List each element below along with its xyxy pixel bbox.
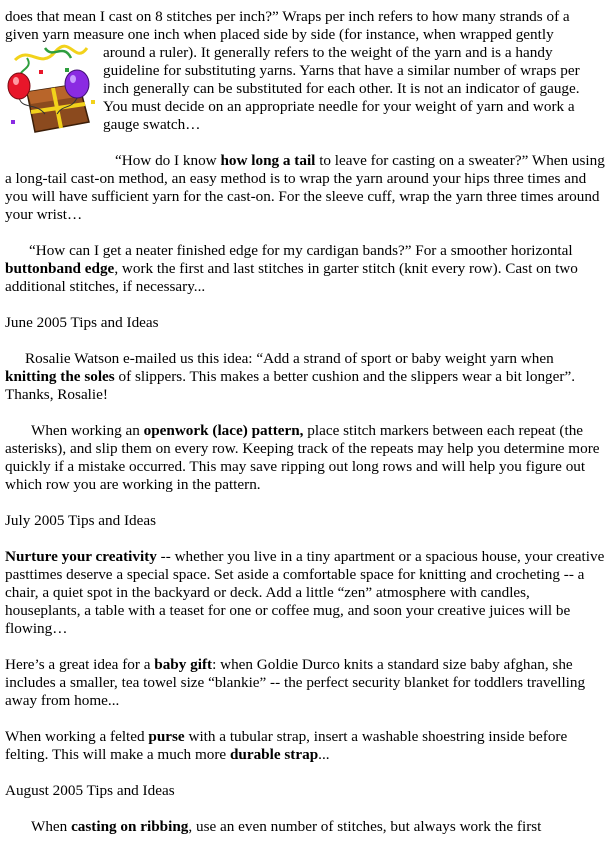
- paragraph-baby-gift: Here’s a great idea for a baby gift: when Goldie Durco knits a standard size baby afghan, she includes a smaller, tea towel size “blankie” -- the perfect security blanket for toddlers travelling away from home...: [5, 656, 586, 709]
- paragraph-buttonband: “How can I get a neater finished edge for my cardigan bands?” For a smoother horizontal buttonband edge, work the first and last stitches in garter stitch (knit every row). Cast on two additional stitches, if necessary...: [5, 242, 578, 295]
- bold-casting-on-ribbing: casting on ribbing: [71, 818, 189, 835]
- heading-july-2005: July 2005 Tips and Ideas: [5, 512, 157, 529]
- paragraph-openwork: When working an openwork (lace) pattern, place stitch markers between each repeat (the asterisks), and slip them on every row. Keeping track of the repeats may help you determine more quickly if a mistake occurred. This may save ripping out long rows and will help you figure out which row you are working in the pattern.: [5, 422, 600, 493]
- paragraph-wraps-continued: around a ruler). It generally refers to the weight of the yarn and is a handy guideline for substituting yarns. Yarns that have a similar number of wraps per inch generally can be substituted for each other. It is not an indicator of gauge. You must decide on an appropriate needle for your weight of yarn and work a gauge swatch…: [103, 44, 580, 133]
- paragraph-ribbing: When casting on ribbing, use an even number of stitches, but always work the first: [31, 818, 542, 835]
- heading-june-2005: June 2005 Tips and Ideas: [5, 314, 159, 331]
- heading-august-2005: August 2005 Tips and Ideas: [5, 782, 175, 799]
- paragraph-slippers: Rosalie Watson e-mailed us this idea: “Add a strand of sport or baby weight yarn when knitting the soles of slippers. This makes a better cushion and the slippers wear a bit longer”. Thanks, Rosalie!: [5, 350, 575, 403]
- bold-durable-strap: durable strap: [229, 746, 319, 763]
- bold-long-tail: how long a tail: [220, 152, 316, 169]
- balloon-purple-icon: [65, 70, 89, 98]
- bold-openwork-pattern: openwork (lace) pattern,: [143, 422, 304, 439]
- bold-buttonband-edge: buttonband edge: [5, 260, 115, 277]
- paragraph-wraps-intro: does that mean I cast on 8 stitches per inch?” Wraps per inch refers to how many strands of a given yarn measure one inch when placed side by side (for instance, when wrapped gently: [5, 8, 570, 43]
- bold-baby-gift: baby gift: [154, 656, 213, 673]
- paragraph-long-tail: “How do I know how long a tail to leave for casting on a sweater?” When using a long-tail cast-on method, an easy method is to wrap the yarn around your hips three times and you will have sufficient yarn for the cast-on. For the sleeve cuff, wrap the yarn three times around your wrist…: [5, 152, 605, 223]
- bold-purse: purse: [148, 728, 185, 745]
- gift-box-balloons-icon: [5, 40, 101, 140]
- balloon-red-icon: [8, 73, 30, 99]
- paragraph-creativity: Nurture your creativity -- whether you live in a tiny apartment or a spacious house, your creative pasttimes deserve a special space. Set aside a comfortable space for knitting and crocheting -- a chair, a quiet spot in the backyard or deck. Add a little “zen” atmosphere with candles, houseplants, a table with a teaset for one or coffee mug, and soon your creative juices will be flowing…: [5, 548, 605, 637]
- paragraph-felted-purse: When working a felted purse with a tubular strap, insert a washable shoestring inside before felting. This will make a much more durable strap...: [5, 728, 568, 763]
- bold-nurture-creativity: Nurture your creativity: [5, 548, 157, 565]
- bold-knitting-soles: knitting the soles: [5, 368, 115, 385]
